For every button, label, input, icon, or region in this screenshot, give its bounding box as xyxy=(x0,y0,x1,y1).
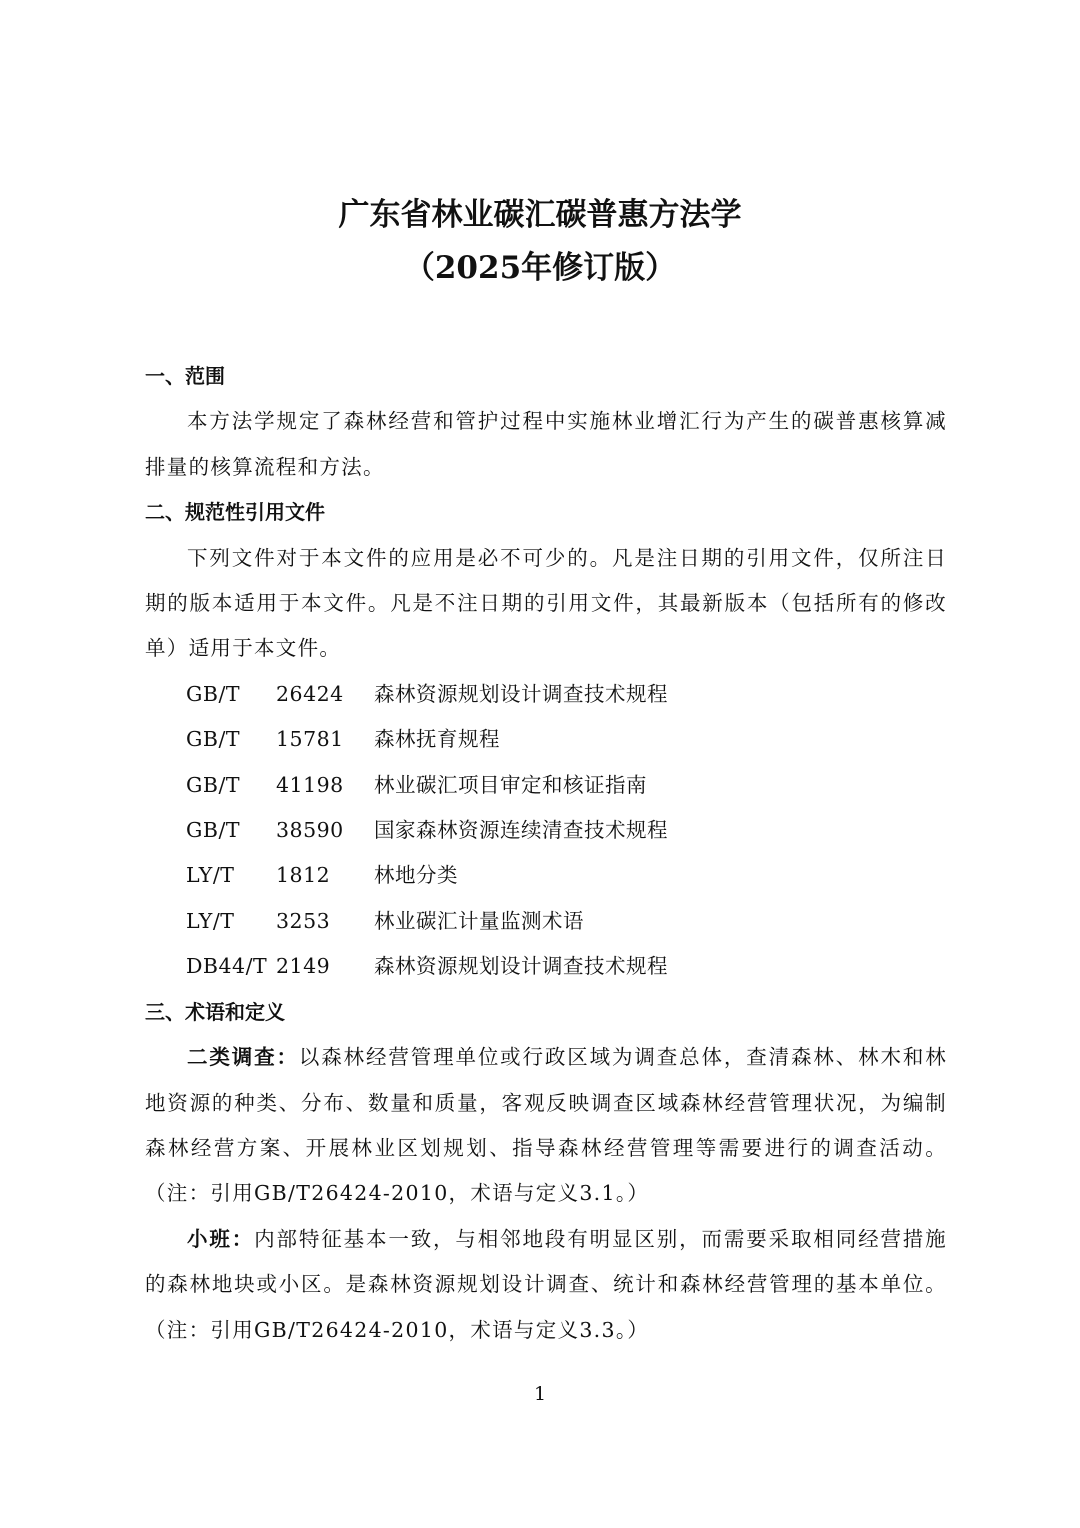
reference-item xyxy=(145,717,947,762)
reference-list xyxy=(145,672,947,990)
definition-paragraph xyxy=(145,1035,947,1217)
document-subtitle: （2025年修订版） xyxy=(403,250,677,286)
ref-title: 森林抚育规程 xyxy=(374,727,500,752)
reference-item xyxy=(145,672,947,717)
ref-type: LY/T xyxy=(186,863,235,888)
section-heading-scope: 一、范围 xyxy=(145,364,225,388)
reference-item xyxy=(145,808,947,853)
ref-number: 1812 xyxy=(276,863,331,888)
reference-item xyxy=(145,899,947,944)
ref-title: 林业碳汇计量监测术语 xyxy=(374,908,584,933)
ref-number: 3253 xyxy=(276,908,331,933)
ref-type: GB/T xyxy=(186,681,241,706)
page-number: 1 xyxy=(533,1383,547,1405)
ref-type: GB/T xyxy=(186,818,241,843)
definition-term: 小班： xyxy=(187,1226,255,1251)
document-title: 广东省林业碳汇碳普惠方法学 xyxy=(338,197,742,233)
ref-title: 森林资源规划设计调查技术规程 xyxy=(374,954,668,979)
ref-title: 森林资源规划设计调查技术规程 xyxy=(374,681,668,706)
references-paragraph: 下列文件对于本文件的应用是必不可少的。凡是注日期的引用文件，仅所注日期的版本适用于本文件。凡是不注日期的引用文件，其最新版本（包括所有的修改单）适用于本文件。 xyxy=(145,545,947,661)
ref-type: LY/T xyxy=(186,908,235,933)
ref-title: 林地分类 xyxy=(374,863,458,888)
document-body xyxy=(145,354,947,1353)
definition-paragraph xyxy=(145,1217,947,1353)
reference-item xyxy=(145,944,947,989)
ref-title: 林业碳汇项目审定和核证指南 xyxy=(374,772,647,797)
definition-term: 二类调查： xyxy=(187,1045,299,1070)
definition-text: 内部特征基本一致，与相邻地段有明显区别，而需要采取相同经营措施的森林地块或小区。是森林资源规划设计调查、统计和森林经营管理的基本单位。（注：引用GB/T26424-2010，术语与定义3.3。） xyxy=(145,1226,947,1342)
section-heading-references: 二、规范性引用文件 xyxy=(145,500,325,525)
reference-item xyxy=(145,853,947,898)
ref-type: GB/T xyxy=(186,772,241,797)
ref-number: 2149 xyxy=(276,954,331,979)
scope-paragraph: 本方法学规定了森林经营和管护过程中实施林业增汇行为产生的碳普惠核算减排量的核算流程和方法。 xyxy=(145,409,947,479)
ref-number: 38590 xyxy=(276,818,344,843)
section-heading-definitions: 三、术语和定义 xyxy=(145,999,285,1024)
ref-number: 26424 xyxy=(276,681,344,706)
ref-number: 41198 xyxy=(276,772,344,797)
definition-text: 以森林经营管理单位或行政区域为调查总体，查清森林、林木和林地资源的种类、分布、数量和质量，客观反映调查区域森林经营管理状况，为编制森林经营方案、开展林业区划规划、指导森林经营管理等需要进行的调查活动。（注：引用GB/T26424-2010，术语与定义3.1。） xyxy=(145,1045,948,1206)
ref-type: GB/T xyxy=(186,727,241,752)
ref-number: 15781 xyxy=(276,727,344,752)
ref-type: DB44/T xyxy=(186,954,268,979)
reference-item xyxy=(145,763,947,808)
ref-title: 国家森林资源连续清查技术规程 xyxy=(374,818,668,843)
